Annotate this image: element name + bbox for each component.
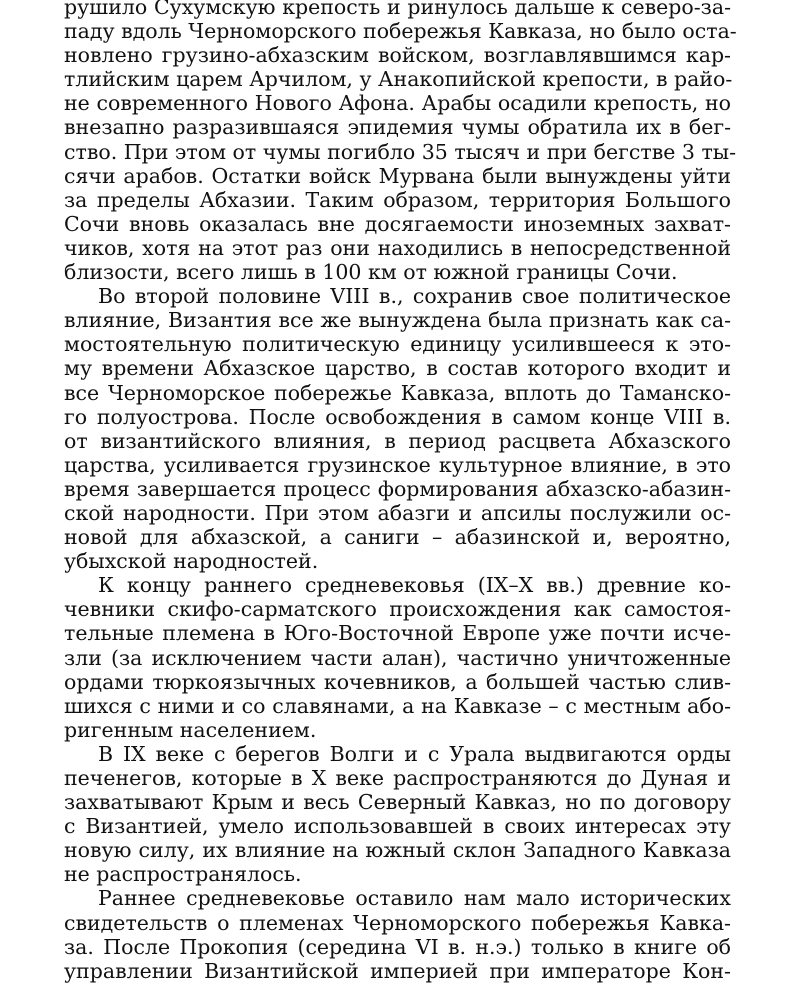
text-line: не распространялось. [64, 862, 302, 887]
text-line: чиков, хотя на этот раз они находились в непосредственной [64, 235, 731, 260]
text-line: время завершается процесс формирования абхазско-абазин- [64, 476, 731, 501]
text-line: ство. При этом от чумы погибло 35 тысяч и при бегстве 3 ты- [64, 139, 737, 164]
text-line: ригенным населением. [64, 717, 317, 742]
text-line: рушило Сухумскую крепость и ринулось дальше к северо-за- [64, 0, 731, 19]
paragraph-first-line: В IX веке с берегов Волги и с Урала выдвигаются орды [98, 741, 731, 766]
text-line: свидетельств о племенах Черноморского побережья Кавка- [64, 910, 731, 935]
text-line: с Византией, умело использовавшей в своих интересах эту [64, 814, 731, 839]
text-line: тельные племена в Юго-Восточной Европе уже почти исче- [64, 621, 731, 646]
text-line: внезапно разразившаяся эпидемия чумы обратила их в бег- [64, 115, 731, 140]
text-line: влияние, Византия все же вынуждена была признать как са- [64, 308, 731, 333]
text-line: царства, усиливается грузинское культурное влияние, в это [64, 452, 731, 477]
text-line: от византийского влияния, в период расцвета Абхазского [64, 428, 731, 453]
text-line: все Черноморское побережье Кавказа, вплоть до Таманско- [64, 380, 731, 405]
text-line: за. После Прокопия (середина VI в. н.э.) только в книге об [64, 934, 731, 959]
text-line: убыхской народностей. [64, 549, 319, 574]
text-line: ской народности. При этом абазги и апсилы послужили ос- [64, 500, 731, 525]
text-line: новой для абхазской, а саниги – абазинской и, вероятно, [64, 525, 731, 550]
text-line: новую силу, их влияние на южный склон Западного Кавказа [64, 838, 731, 863]
text-line: близости, всего лишь в 100 км от южной границы Сочи. [64, 260, 678, 285]
text-line: печенегов, которые в X веке распространяются до Дуная и [64, 766, 731, 790]
text-line: не современного Нового Афона. Арабы осадили крепость, но [64, 91, 731, 116]
text-line: зли (за исключением части алан), частично уничтоженные [64, 645, 731, 670]
text-line: новлено грузино-абхазским войском, возглавлявшимся кар- [64, 43, 731, 68]
text-line: захватывают Крым и весь Северный Кавказ, но по договору [64, 790, 731, 815]
text-line: ордами тюркоязычных кочевников, а большей частью слив- [64, 669, 731, 694]
text-line: тлийским царем Арчилом, у Анакопийской крепости, в райо- [64, 67, 733, 92]
text-line: му времени Абхазское царство, в состав которого входит и [64, 356, 731, 381]
text-line: шихся с ними и со славянами, а на Кавказе – с местным або- [64, 693, 731, 718]
text-line: паду вдоль Черноморского побережья Кавказа, но было оста- [64, 19, 737, 44]
text-line: сячи арабов. Остатки войск Мурвана были вынуждены уйти [64, 163, 731, 188]
text-line: управлении Византийской империей при императоре Кон- [64, 958, 731, 983]
text-line: мостоятельную политическую единицу усилившееся к это- [64, 332, 731, 357]
text-line: чевники скифо-сарматского происхождения как самостоя- [64, 597, 731, 622]
paragraph-first-line: К концу раннего средневековья (IX–X вв.) древние ко- [98, 573, 731, 598]
paragraph-first-line: Раннее средневековье оставило нам мало исторических [98, 886, 731, 911]
paragraph-first-line: Во второй половине VIII в., сохранив свое политическое [98, 284, 731, 309]
text-line: за пределы Абхазии. Таким образом, территория Большого [64, 187, 731, 212]
book-page [64, 0, 737, 983]
text-line: Сочи вновь оказалась вне досягаемости иноземных захват- [64, 211, 731, 236]
text-line: го полуострова. После освобождения в самом конце VIII в. [64, 404, 731, 429]
